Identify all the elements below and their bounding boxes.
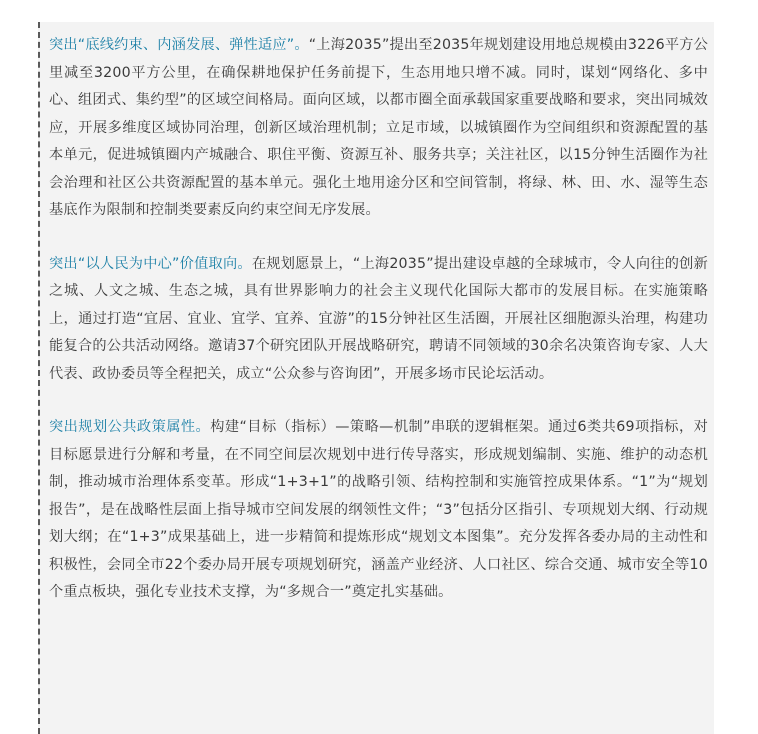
paragraph-people-centered <box>49 251 708 389</box>
article-panel <box>38 22 714 734</box>
paragraph-body: 构建“目标（指标）—策略—机制”串联的逻辑框架。通过6类共69项指标，对目标愿景进行分解和考量，在不同空间层次规划中进行传导落实，形成规划编制、实施、维护的动态机制，推动城市治理体系变革。形成“1+3+1”的战略引领、结构控制和实施管控成果体系。“1”为“规划报告”，是在战略性层面上指导城市空间发展的纲领性文件；“3”包括分区指引、专项规划大纲、行动规划大纲；在“1+3”成果基础上，进一步精简和提炼形成“规划文本图集”。充分发挥各委办局的主动性和积极性，会同全市22个委办局开展专项规划研究，涵盖产业经济、人口社区、综合交通、城市安全等10个重点板块，强化专业技术支撑，为“多规合一”奠定扎实基础。 <box>49 419 709 600</box>
paragraph-body: 在规划愿景上，“上海2035”提出建设卓越的全球城市，令人向往的创新之城、人文之城、生态之城，具有世界影响力的社会主义现代化国际大都市的发展目标。在实施策略上，通过打造“宜居、宜业、宜学、宜养、宜游”的15分钟社区生活圈，开展社区细胞源头治理，构建功能复合的公共活动网络。邀请37个研究团队开展战略研究，聘请不同领域的30余名决策咨询专家、人大代表、政协委员等全程把关，成立“公众参与咨询团”，开展多场市民论坛活动。 <box>49 255 709 382</box>
paragraph-bottom-line <box>49 32 708 225</box>
paragraph-heading: 突出“以人民为中心”价值取向。 <box>49 255 252 272</box>
paragraph-body: “上海2035”提出至2035年规划建设用地总规模由3226平方公里减至3200平方公里，在确保耕地保护任务前提下，生态用地只增不减。同时，谋划“网络化、多中心、组团式、集约型”的区域空间格局。面向区域，以都市圈全面承载国家重要战略和要求，突出同城效应，开展多维度区域协同治理，创新区域治理机制；立足市域，以城镇圈作为空间组织和资源配置的基本单元，促进城镇圈内产城融合、职住平衡、资源互补、服务共享；关注社区，以15分钟生活圈作为社会治理和社区公共资源配置的基本单元。强化土地用途分区和空间管制，将绿、林、田、水、湿等生态基底作为限制和控制类要素反向约束空间无序发展。 <box>49 37 708 218</box>
paragraph-heading: 突出规划公共政策属性。 <box>49 419 211 435</box>
paragraph-public-policy <box>49 414 708 607</box>
paragraph-heading: 突出“底线约束、内涵发展、弹性适应”。 <box>49 37 309 53</box>
